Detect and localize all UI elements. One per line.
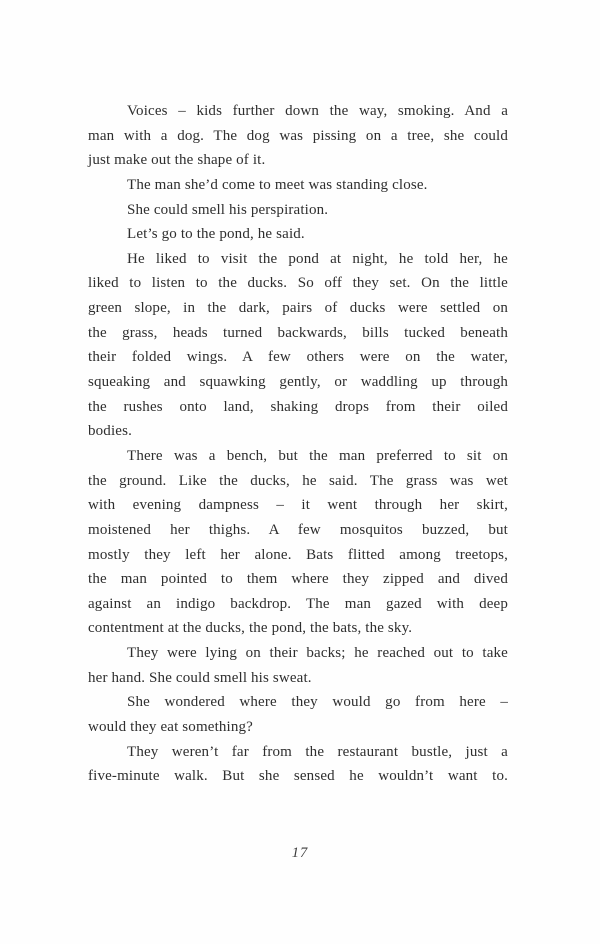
text-line: Let’s go to the pond, he said. [127, 226, 305, 243]
text-line: The man she’d come to meet was standing close. [127, 176, 428, 193]
text-line: the grass, heads turned backwards, bills tucked beneath [88, 324, 508, 341]
text-line: the ground. Like the ducks, he said. The grass was wet [88, 472, 508, 489]
text-line: their folded wings. A few others were on the water, [88, 349, 508, 366]
text-line: man with a dog. The dog was pissing on a tree, she could [88, 127, 508, 144]
paragraph [88, 247, 508, 444]
text-line: She wondered where they would go from here – [127, 694, 508, 711]
paragraph [88, 444, 508, 641]
page-number: 17 [291, 845, 309, 861]
text-line: against an indigo backdrop. The man gazed with deep [88, 595, 508, 612]
text-line: Voices – kids further down the way, smoking. And a [127, 103, 508, 119]
paragraph [88, 99, 508, 173]
text-line: with evening dampness – it went through her skirt, [88, 497, 508, 514]
text-line: contentment at the ducks, the pond, the bats, the sky. [88, 620, 413, 637]
paragraph [88, 173, 508, 198]
text-line: They were lying on their backs; he reached out to take [127, 645, 508, 662]
text-line: five-minute walk. But she sensed he wouldn’t want to. [88, 768, 508, 785]
paragraph [88, 690, 508, 739]
text-line: He liked to visit the pond at night, he told her, he [127, 250, 508, 267]
text-line: moistened her thighs. A few mosquitos buzzed, but [88, 521, 508, 538]
text-line: bodies. [88, 423, 132, 440]
text-line: green slope, in the dark, pairs of ducks were settled on [88, 300, 508, 317]
text-line: There was a bench, but the man preferred to sit on [127, 447, 508, 464]
paragraph [88, 740, 508, 789]
text-line: She could smell his perspiration. [127, 201, 329, 218]
text-line: liked to listen to the ducks. So off they set. On the little [88, 275, 508, 292]
text-line: mostly they left her alone. Bats flitted among treetops, [88, 546, 508, 563]
text-line: the rushes onto land, shaking drops from their oiled [88, 398, 508, 415]
text-line: her hand. She could smell his sweat. [88, 669, 312, 686]
paragraph [88, 641, 508, 690]
paragraph [88, 198, 508, 223]
text-line: squeaking and squawking gently, or waddling up through [88, 374, 508, 391]
text-line: would they eat something? [88, 719, 253, 736]
text-line: the man pointed to them where they zipped and dived [88, 571, 508, 588]
text-line: They weren’t far from the restaurant bustle, just a [127, 743, 508, 760]
body-text [88, 99, 508, 789]
paragraph [88, 222, 508, 247]
text-line: just make out the shape of it. [88, 152, 266, 169]
